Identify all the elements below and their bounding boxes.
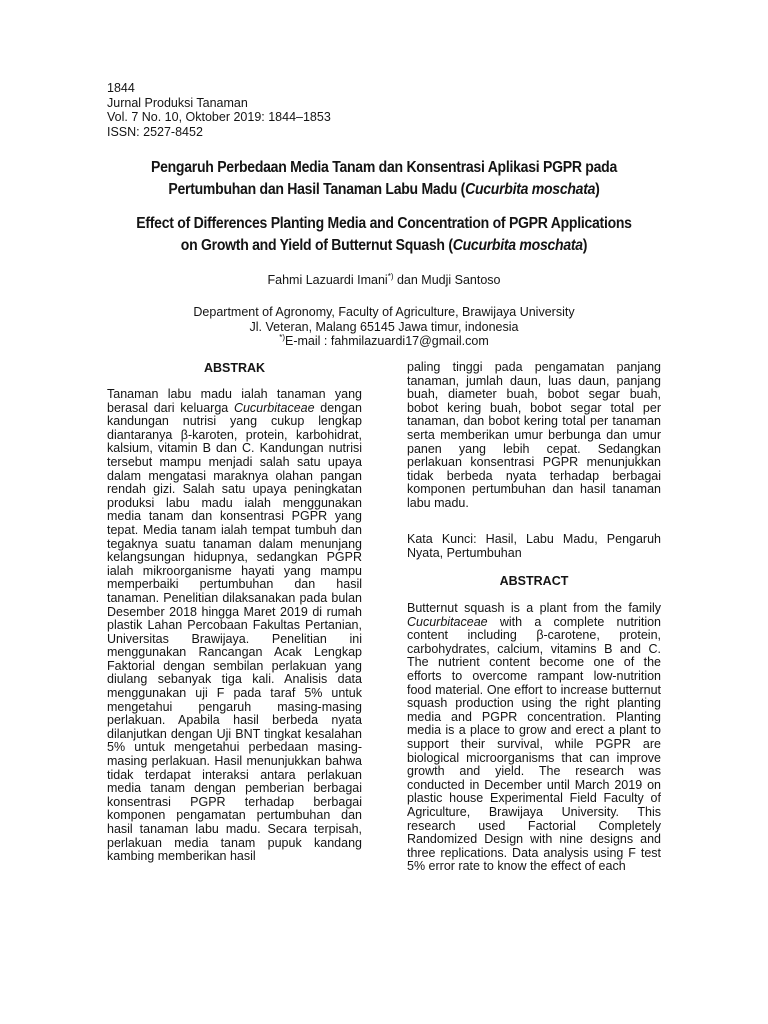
title-indonesian-line2	[92, 179, 675, 201]
author-1: Fahmi Lazuardi Imani	[267, 273, 388, 287]
abstrak-family: Cucurbitaceae	[233, 400, 315, 415]
affiliation-email-line	[0, 334, 768, 349]
journal-issn: ISSN: 2527-8452	[107, 124, 203, 139]
affiliation-address: Jl. Veteran, Malang 65145 Jawa timur, indonesia	[249, 319, 519, 334]
affiliation-email: E-mail : fahmilazuardi17@gmail.com	[285, 334, 489, 348]
journal-volume: Vol. 7 No. 10, Oktober 2019: 1844–1853	[107, 110, 331, 124]
title-indonesian	[92, 157, 675, 201]
title-english-line2	[92, 235, 675, 257]
abstrak-continuation	[407, 361, 661, 511]
abstrak-paragraph	[107, 388, 362, 864]
title-english-line1: Effect of Differences Planting Media and Concentration of PGPR Applications	[136, 215, 632, 232]
title-english	[92, 213, 675, 257]
abstract-body	[407, 602, 661, 874]
keywords	[407, 533, 661, 560]
title-indonesian-line2-close: )	[595, 181, 600, 198]
journal-header	[107, 81, 331, 139]
abstrak-heading: ABSTRAK	[203, 361, 266, 375]
left-column	[107, 361, 362, 864]
abstrak-body	[107, 388, 362, 864]
title-english-line2-text: on Growth and Yield of Butternut Squash (	[180, 237, 453, 254]
abstract-heading: ABSTRACT	[499, 574, 569, 588]
author-rest: dan Mudji Santoso	[393, 273, 501, 287]
page-number: 1844	[107, 81, 135, 95]
title-english-line2-close: )	[582, 237, 588, 254]
title-indonesian-species: Cucurbita moschata	[465, 181, 596, 198]
abstrak-text-b: dengan kandungan nutrisi yang cukup lengkap diantaranya β-karoten, protein, karbohidrat, kalsium, vitamin B dan C. Kandungan nutrisi tersebut mampu menjadi salah satu upaya dalam mengatasi maraknya olahan pangan rendah gizi. Salah satu upaya peningkatan produksi labu madu ialah menggunakan media tanam dan konsentrasi PGPR yang tepat. Media tanam ialah tempat tumbuh dan tegaknya suatu tanaman dalam menunjang kelangsungan hidupnya, sedangkan PGPR ialah mikroorganisme hayati yang mampu memperbaiki pertumbuhan dan hasil tanaman. Penelitian dilaksanakan pada bulan Desember 2018 hingga Maret 2019 di rumah plastik Lahan Percobaan Fakultas Pertanian, Universitas Brawijaya. Penelitian ini menggunakan Rancangan Acak Lengkap Faktorial dengan sembilan perlakuan yang diulang sebanyak tiga kali. Analisis data menggunakan uji F pada taraf 5% untuk mengetahui pengaruh masing-masing perlakuan. Apabila hasil berbeda nyata dilanjutkan dengan Uji BNT tingkat kesalahan 5% untuk mengetahui perbedaan masing-masing perlakuan. Hasil menunjukkan bahwa tidak terdapat interaksi antara perlakuan media tanam dengan pemberian berbagai konsentrasi PGPR terhadap berbagai komponen pengamatan pertumbuhan dan hasil tanaman labu madu. Secara terpisah, perlakuan media tanam pupuk kandang kambing memberikan hasil	[107, 400, 362, 864]
title-english-species: Cucurbita moschata	[452, 237, 583, 254]
title-indonesian-line2-text: Pertumbuhan dan Hasil Tanaman Labu Madu (	[168, 181, 466, 198]
author-1-mark: *)	[387, 272, 394, 281]
abstract-text-a: Butternut squash is a plant from the family	[407, 601, 661, 615]
abstract-paragraph	[407, 602, 661, 874]
abstract-family: Cucurbitaceae	[407, 614, 488, 629]
keywords-text: Kata Kunci: Hasil, Labu Madu, Pengaruh Nyata, Pertumbuhan	[407, 532, 661, 560]
abstrak-text-a: Tanaman labu madu ialah tanaman yang berasal dari keluarga	[107, 387, 362, 415]
email-mark: *)	[279, 333, 286, 342]
affiliation-department: Department of Agronomy, Faculty of Agriculture, Brawijaya University	[193, 305, 575, 319]
abstract-text-b: with a complete nutrition content including β-carotene, protein, carbohydrates, calcium, vitamins B and C. The nutrient content become one of the efforts to overcome rampant low-nutrition food material. One effort to increase butternut squash production using the right planting media and PGPR concentration. Planting media is a place to grow and erect a plant to support their survival, while PGPR are biological microorganisms that can improve growth and yield. The research was conducted in December until March 2019 on plastic house Experimental Field Faculty of Agriculture, Brawijaya University. This research used Factorial Completely Randomized Design with nine designs and three replications. Data analysis using F test 5% error rate to know the effect of each	[407, 614, 661, 874]
authors	[0, 273, 768, 288]
abstrak-paragraph-cont: paling tinggi pada pengamatan panjang tanaman, jumlah daun, luas daun, panjang buah, diameter buah, bobot segar buah, bobot kering buah, bobot segar total per tanaman, dan bobot kering total per tanaman serta memberikan umur berbunga dan umur panen yang lebih cepat. Sedangkan perlakuan konsentrasi PGPR menunjukkan tidak berbeda nyata terhadap berbagai komponen pertumbuhan dan hasil tanaman labu madu.	[407, 360, 661, 510]
journal-name: Jurnal Produksi Tanaman	[107, 95, 248, 110]
title-indonesian-line1: Pengaruh Perbedaan Media Tanam dan Konsentrasi Aplikasi PGPR pada	[150, 159, 617, 176]
affiliation	[0, 305, 768, 349]
